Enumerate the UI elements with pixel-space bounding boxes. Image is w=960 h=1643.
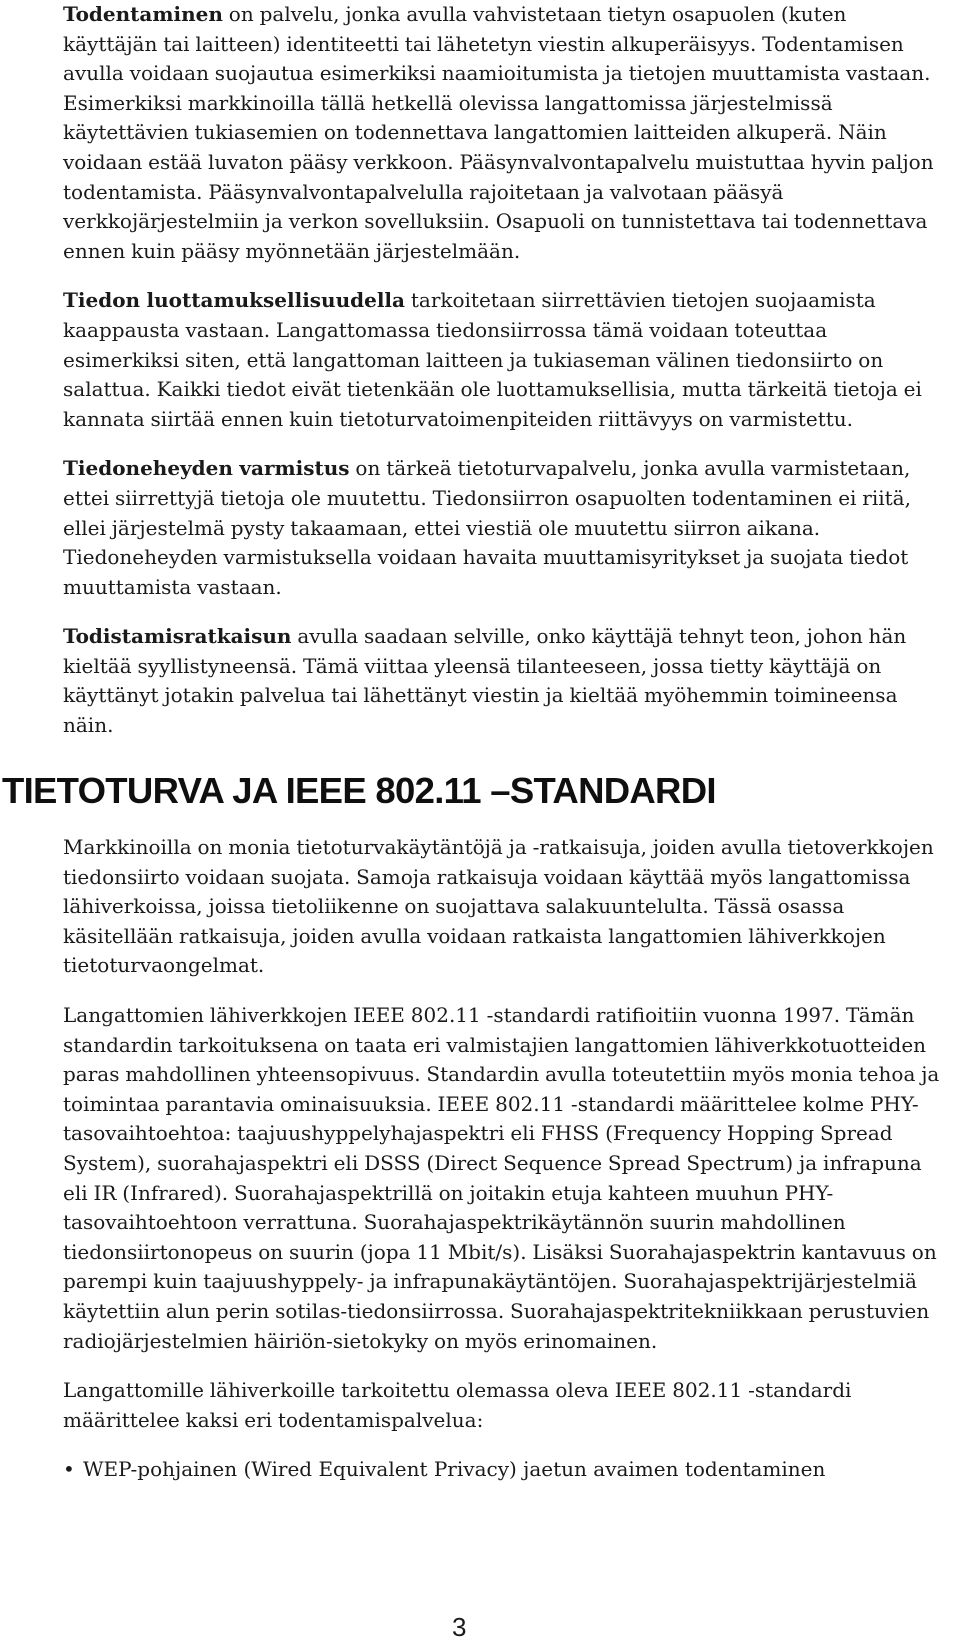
paragraph-integrity [63,454,943,602]
paragraph-confidentiality [63,286,943,434]
term-authentication: Todentaminen [63,2,223,26]
term-integrity: Tiedoneheyden varmistus [63,456,350,481]
definitions-block [63,0,943,741]
section-paragraph-3: Langattomille lähiverkoille tarkoitettu olemassa oleva IEEE 802.11 -standardi määrittelee kaksi eri todentamispalvelua: [63,1378,852,1432]
term-confidentiality: Tiedon luottamuksellisuudella [63,288,405,313]
section-heading: TIETOTURVA JA IEEE 802.11 –STANDARDI [2,770,716,811]
section-paragraph-1: Markkinoilla on monia tietoturvakäytäntöjä ja -ratkaisuja, joiden avulla tietoverkkojen tiedonsiirto voidaan suojata. Samoja ratkaisuja voidaan käyttää myös langattomissa lähiverkoissa, joissa tietoliikenne on suojattava salakuuntelulta. Tässä osassa käsitellään ratkaisuja, joiden avulla voidaan ratkaista langattomien lähiverkkojen tietoturvaongelmat. [63,835,934,978]
term-non-repudiation: Todistamisratkaisun [63,624,292,649]
list-item-text: WEP-pohjainen (Wired Equivalent Privacy) jaetun avaimen todentaminen [83,1457,826,1482]
text-non-repudiation: avulla saadaan selville, onko käyttäjä tehnyt teon, johon hän kieltää syyllistyneensä. Tämä viittaa yleensä tilanteeseen, jossa tietty käyttäjä on käyttänyt jotakin palvelua tai lähettänyt viestin ja kieltää myöhemmin toimineensa näin. [63,624,907,738]
text-integrity: on tärkeä tietoturvapalvelu, jonka avulla varmistetaan, ettei siirrettyjä tietoja ole muutettu. Tiedonsiirron osapuolten todentaminen ei riitä, ellei järjestelmä pysty takaamaan, ettei viestiä ole muutettu siirron aikana. Tiedoneheyden varmistuksella voidaan havaita muuttamisyritykset ja suojata tiedot muuttamista vastaan. [63,456,911,599]
text-authentication: on palvelu, jonka avulla vahvistetaan tietyn osapuolen (kuten käyttäjän tai laitteen) identiteetti tai lähetetyn viestin alkuperäisyys. Todentamisen avulla voidaan suojautua esimerkiksi naamioitumista ja tietojen muuttamista vastaan. Esimerkiksi markkinoilla tällä hetkellä olevissa langattomissa järjestelmissä käytettävien tukiasemien on todennettava langattomien laitteiden alkuperä. Näin voidaan estää luvaton pääsy verkkoon. Pääsynvalvontapalvelu muistuttaa hyvin paljon todentamista. Pääsynvalvontapalvelulla rajoitetaan ja valvotaan pääsyä verkkojärjestelmiin ja verkon sovelluksiin. Osapuoli on tunnistettava tai todennettava ennen kuin pääsy myönnetään järjestelmään. [63,2,934,263]
authentication-services-list [63,1455,943,1485]
list-item [63,1455,943,1485]
text-confidentiality: tarkoitetaan siirrettävien tietojen suojaamista kaappausta vastaan. Langattomassa tiedonsiirrossa tämä voidaan toteuttaa esimerkiksi siten, että langattoman laitteen ja tukiaseman välinen tiedonsiirto on salattua. Kaikki tiedot eivät tietenkään ole luottamuksellisia, mutta tärkeitä tietoja ei kannata siirtää ennen kuin tietoturvatoimenpiteiden riittävyys on varmistettu. [63,288,922,431]
paragraph-authentication [63,0,943,266]
section-paragraph-2: Langattomien lähiverkkojen IEEE 802.11 -standardi ratifioitiin vuonna 1997. Tämän standardin tarkoituksena on taata eri valmistajien langattomien lähiverkkotuotteiden paras mahdollinen yhteensopivuus. Standardin avulla toteutettiin myös monia tehoa ja toimintaa parantavia ominaisuuksia. IEEE 802.11 -standardi määrittelee kolme PHY-tasovaihtoehtoa: taajuushyppelyhajaspektri eli FHSS (Frequency Hopping Spread System), suorahajaspektri eli DSSS (Direct Sequence Spread Spectrum) ja infrapuna eli IR (Infrared). Suorahajaspektrillä on joitakin etuja kahteen muuhun PHY-tasovaihtoehtoon verrattuna. Suorahajaspektrikäytännön suurin mahdollinen tiedonsiirtonopeus on suurin (jopa 11 Mbit/s). Lisäksi Suorahajaspektrin kantavuus on parempi kuin taajuushyppely- ja infrapunakäytäntöjen. Suorahajaspektrijärjestelmiä käytettiin alun perin sotilas-tiedonsiirrossa. Suorahajaspektritekniikkaan perustuvien radiojärjestelmien häiriön-sietokyky on myös erinomainen. [63,1002,940,1353]
bullet-marker: • [63,1457,75,1482]
page-number: 3 [452,1612,467,1642]
standard-section [63,833,943,1485]
paragraph-non-repudiation [63,622,943,740]
